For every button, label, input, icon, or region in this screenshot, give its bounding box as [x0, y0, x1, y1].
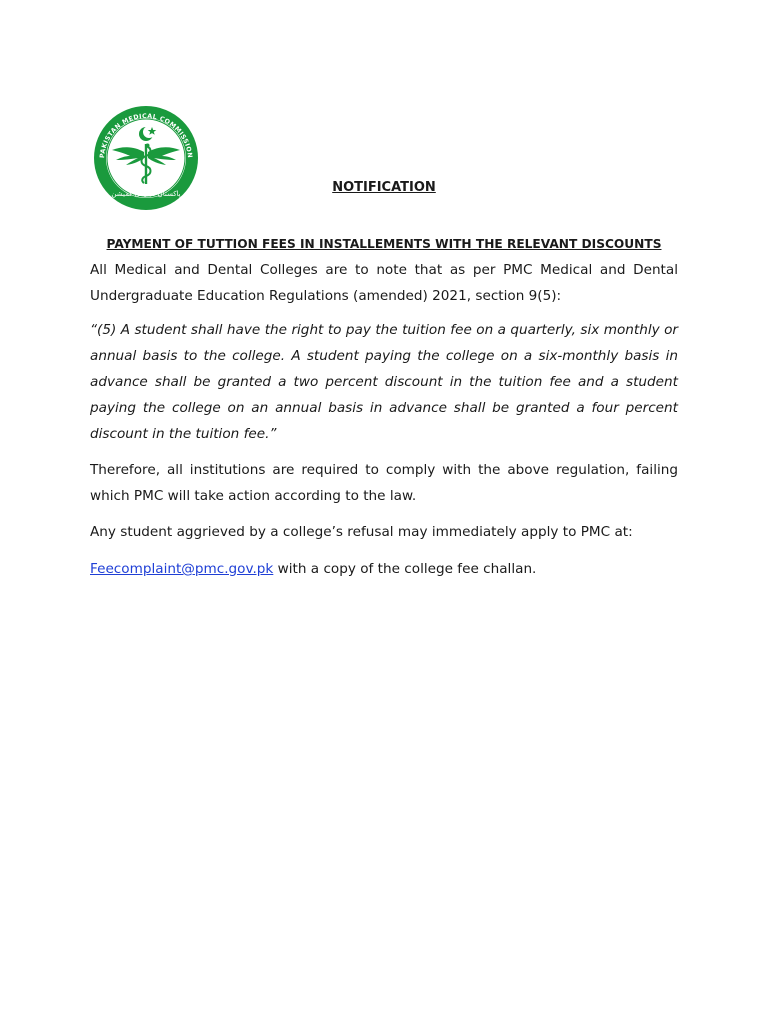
contact-suffix: with a copy of the college fee challan.	[273, 561, 537, 577]
pmc-seal-icon	[90, 104, 202, 212]
aggrieved-paragraph: Any student aggrieved by a college’s refusal may immediately apply to PMC at:	[90, 524, 633, 540]
compliance-paragraph: Therefore, all institutions are required to comply with the above regulation, failing which PMC will take action according to the law.	[90, 462, 678, 504]
complaint-email-link[interactable]: Feecomplaint@pmc.gov.pk	[90, 561, 274, 577]
pmc-logo	[90, 104, 202, 212]
notification-title: NOTIFICATION	[332, 180, 436, 195]
document-subject: PAYMENT OF TUTTION FEES IN INSTALLEMENTS WITH THE RELEVANT DISCOUNTS	[106, 237, 662, 251]
regulation-quote: “(5) A student shall have the right to pay the tuition fee on a quarterly, six monthly or annual basis to the college. A student paying the college on a six-monthly basis in advance shall be granted a two percent discount in the tuition fee and a student paying the college on an annual basis in advance shall be granted a four percent discount in the tuition fee.”	[90, 322, 678, 442]
svg-text:پاکستان میڈیکل کمیشن: پاکستان میڈیکل کمیشن	[111, 190, 181, 198]
intro-paragraph: All Medical and Dental Colleges are to note that as per PMC Medical and Dental Undergraduate Education Regulations (amended) 2021, section 9(5):	[90, 262, 678, 304]
document-body	[90, 237, 678, 582]
contact-paragraph	[90, 556, 678, 582]
svg-text:PAKISTAN MEDICAL COMMISSION: PAKISTAN MEDICAL COMMISSION	[98, 112, 194, 159]
